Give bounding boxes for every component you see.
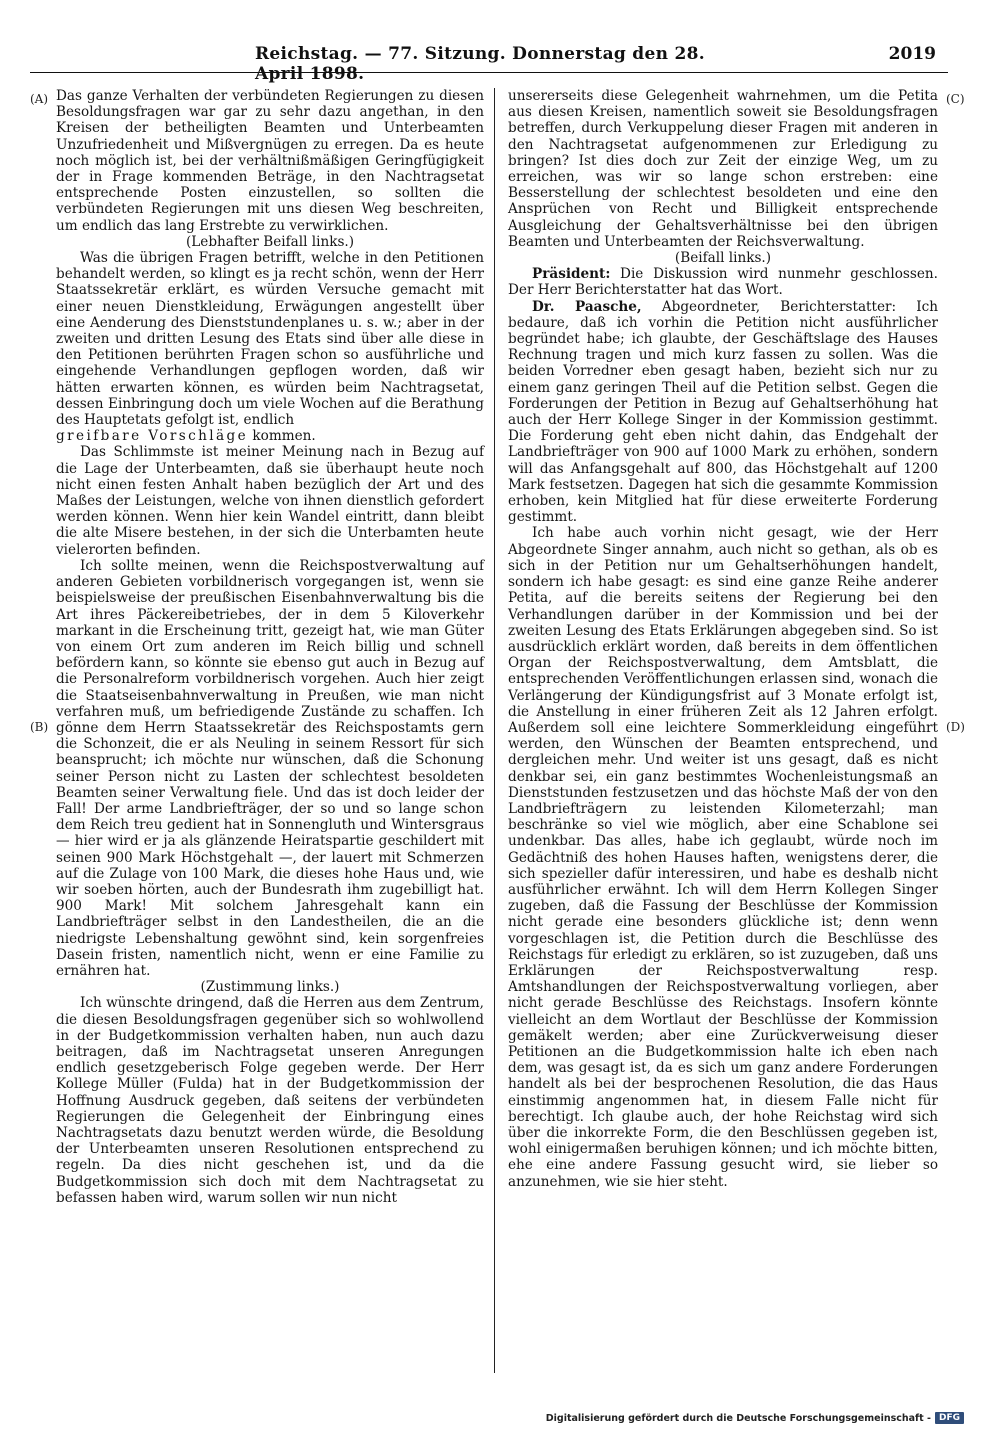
margin-mark-b: (B) [30,720,49,734]
column-divider [494,88,495,1373]
paragraph-end-line [56,428,484,444]
emphasis-spaced: greifbare Vorschläge [56,428,249,445]
paragraph: Ich habe auch vorhin nicht gesagt, wie der Herr Abgeordnete Singer annahm, auch nicht so gethan, als ob es sich in der Petition nur um Gehaltserhöhungen handelt, sondern ich habe gesagt: es sind eine ganze Reihe anderer Petita, auf die bereits seitens der Regierung bei den Verhandlungen darüber in der Kommission und bei der zweiten Lesung des Etats Erklärungen abgegeben sind. So ist ausdrücklich erklärt worden, daß bereits in dem öffentlichen Organ der Reichspostverwaltung, dem Amtsblatt, die entsprechenden Veröffentlichungen erlassen sind, wonach die Verlängerung der Kündigungsfrist auf 3 Monate erfolgt ist, die Anstellung in einer früheren Zeit als 12 Jahren erfolgt. Außerdem soll eine leichtere Sommerkleidung eingeführt werden, den Wünschen der Beamten entsprechend, und dergleichen mehr. Und weiter ist uns gesagt, daß es nicht denkbar sei, ein ganz bestimmtes Wochenleistungsmaß an Dienststunden festzusetzen und das höchste Maß der von den Landbriefträgern zu leistenden Kilometerzahl; man beschränke so viel wie möglich, aber eine Schablone sei undenkbar. Das alles, habe ich geglaubt, würde noch im Gedächtniß des hohen Hauses haften, wenigstens derer, die sich spezieller dafür interessiren, und habe es deshalb nicht ausführlicher erwähnt. Ich will dem Herrn Kollegen Singer zugeben, daß die Fassung der Beschlüsse der Kommission nicht gerade eine besonders glückliche ist; denn wenn vorgeschlagen ist, die Petition durch die Beschlüsse des Reichstags für erledigt zu erklären, so ist zuzugeben, daß uns Erklärungen der Reichspostverwaltung resp. Amtshandlungen der Reichspostverwaltung vorliegen, aber nicht gerade Beschlüsse des Reichstags. Insofern könnte vielleicht an dem Wortlaut der Beschlüsse der Kommission gemäkelt werden; aber eine Zurückverweisung dieser Petitionen an die Budgetkommission halte ich eben nach dem, was gesagt ist, da es sich um ganz andere Forderungen handelt als bei der besprochenen Resolution, die das Haus einstimmig angenommen hat, in diesem Falle nicht für berechtigt. Ich glaube auch, der hohe Reichstag wird sich über die inkorrekte Form, die den Beschlüssen gegeben ist, wohl einigermaßen beruhigen können; und ich möchte bitten, ehe eine andere Fassung gesucht wird, sie lieber so anzunehmen, wie sie hier steht. [508,525,938,1190]
running-head: Reichstag. — 77. Sitzung. Donnerstag den 28. April 1898. [255,44,705,84]
speaker-paragraph [508,299,938,526]
speaker-paragraph [508,266,938,298]
paragraph: Ich wünschte dringend, daß die Herren aus dem Zentrum, die diesen Besoldungsfragen gegenüber sich so wohlwollend in der Budgetkommission verhalten haben, nun auch dazu beitragen, daß im Nachtragsetat unseren Anregungen endlich gesetzgeberisch Folge gegeben werde. Der Herr Kollege Müller (Fulda) hat in der Budgetkommission der Hoffnung Ausdruck gegeben, daß seitens der verbündeten Regierungen die Gelegenheit der Einbringung eines Nachtragsetats dazu benutzt werden würde, die Besoldung der Unterbeamten unseren Resolutionen entsprechend zu regeln. Da dies nicht geschehen ist, und da die Budgetkommission sich doch mit dem Nachtragsetat zu befassen haben wird, warum sollen wir nun nicht [56,995,484,1206]
header-rule [30,72,948,73]
paragraph-continued: unsererseits diese Gelegenheit wahrnehmen, um die Petita aus diesen Kreisen, namentlich soweit sie Besoldungsfragen betreffen, durch Verkuppelung dieser Fragen mit anderen in den Nachtragsetat aufgenommenen zur Erledigung zu bringen? Ist dies doch zur Zeit der einzige Weg, um zu erreichen, was wir so lange schon erstreben: eine Besserstellung der schlechtest besoldeten und eine den Ansprüchen von Recht und Billigkeit entsprechende Ausgleichung der Gehaltsverhältnisse bei den übrigen Beamten und Unterbeamten der Reichsverwaltung. [508,88,938,250]
paragraph: Ich sollte meinen, wenn die Reichspostverwaltung auf anderen Gebieten vorbildnerisch vorgegangen ist, wenn sie beispielsweise der preußischen Eisenbahnverwaltung bis die Art ihres Päckereibetriebes, der in dem 5 Kiloverkehr markant in die Erscheinung tritt, gezeigt hat, wie man Güter von einem Ort zum anderen im Reich billig und schnell befördern kann, so könnte sie ebenso gut auch in Bezug auf die Personalreform vorbildnerisch vorgehen. Auch hier zeigt die Staatseisenbahnverwaltung in Preußen, wie man nicht verfahren muß, um befriedigende Zustände zu schaffen. Ich gönne dem Herrn Staatssekretär des Reichspostamts gern die Schonzeit, die er als Neuling in seinem Ressort für sich beansprucht; ich möchte nur wünschen, daß die Schonung seiner Person nicht zu Lasten der schlechtest besoldeten Beamten seiner Verwaltung fiele. Und das ist doch leider der Fall! Der arme Landbriefträger, der so und so lange schon dem Reich treu gedient hat in Sonnengluth und Wintersgraus — hier wird er ja als glänzende Heiratspartie geschildert mit seinen 900 Mark Höchstgehalt —, der lauert mit Schmerzen auf die Zulage von 100 Mark, die dieses hohe Haus und, wie wir soeben hörten, auch der Bundesrath ihm zugebilligt hat. 900 Mark! Mit solchem Jahresgehalt kann ein Landbriefträger selbst in den Landestheilen, die an die niedrigste Lebenshaltung gewöhnt sind, kein sorgenfreies Dasein fristen, namentlich nicht, wenn er eine Familie zu ernähren hat. [56,557,484,979]
dfg-logo: DFG [935,1412,964,1424]
footer-text: Digitalisierung gefördert durch die Deutsche Forschungsgemeinschaft - [545,1412,931,1424]
margin-mark-c: (C) [946,92,965,106]
margin-mark-a: (A) [30,92,49,106]
paragraph-text: Abgeordneter, Berichterstatter: Ich bedaure, daß ich vorhin die Petition nicht ausführlicher begründet habe; ich glaubte, der Geschäftslage des Hauses Rechnung tragen und mich kurz fassen zu sollen. Was die beiden Vorredner eben gesagt haben, bezieht sich nur zu einem ganz geringen Theil auf die Petition selbst. Gegen die Forderungen der Petition in Bezug auf Gehaltserhöhung hat auch der Herr Kollege Singer in der Kommission gestimmt. Die Forderung geht eben nicht dahin, das Endgehalt der Landbriefträger von 900 auf 1000 Mark zu erhöhen, sondern will das Anfangsgehalt auf 800, das Höchstgehalt auf 1200 Mark festsetzen. Dagegen hat sich die gesammte Kommission erhoben, kein Mitglied hat für diese erweiterte Forderung gestimmt. [508,298,938,526]
paragraph-continued: Das ganze Verhalten der verbündeten Regierungen zu diesen Besoldungsfragen war gar zu sehr dazu angethan, in den Kreisen der betheiligten Beamten und Unterbeamten Unzufriedenheit und Mißvergnügen zu erregen. Da es heute noch möglich ist, bei der verhältnißmäßigen Geringfügigkeit der in Frage kommenden Beträge, in den Nachtragsetat entsprechende Posten einzustellen, so sollten die verbündeten Regierungen mit uns diesen Weg beschreiten, um endlich das lang Erstrebte zu verwirklichen. [56,88,484,234]
interjection: (Beifall links.) [674,250,772,267]
right-column [508,88,938,1190]
page-number: 2019 [888,44,936,64]
margin-mark-d: (D) [946,720,965,734]
speaker-name: Präsident: [532,266,611,283]
interjection: (Lebhafter Beifall links.) [185,233,355,250]
paragraph-text: kommen. [248,428,316,445]
paragraph-text: Die Diskussion wird nunmehr geschlossen. Der Herr Berichterstatter hat das Wort. [508,266,938,299]
paragraph: Das Schlimmste ist meiner Meinung nach in Bezug auf die Lage der Unterbeamten, daß sie überhaupt heute noch nicht einen festen Anhalt haben bezüglich der Art und des Maßes der Leistungen, welche von ihnen dienstlich gefordert werden können. Wenn hier kein Wandel eintritt, dann bleibt die alte Misere bestehen, in der sich die Unterbamten heute vielerorten befinden. [56,444,484,558]
interjection: (Zustimmung links.) [200,979,340,996]
paragraph: Was die übrigen Fragen betrifft, welche in den Petitionen behandelt werden, so klingt es ja recht schön, wenn der Herr Staatssekretär erklärt, es würden Versuche gemacht mit einer neuen Dienstkleidung, Erwägungen angestellt über eine Aenderung des Dienststundenplanes u. s. w.; aber in der zweiten und dritten Lesung des Etats sind über alle diese in den Petitionen berührten Fragen schon so ausführliche und eingehende Verhandlungen gepflogen worden, daß wir hätten erwarten können, es würden beim Nachtragsetat, dessen Einbringung doch um viele Wochen auf die Berathung des Hauptetats gefolgt ist, endlich [56,250,484,429]
speaker-name: Dr. Paasche, [532,298,642,315]
digitization-footer [546,1412,964,1424]
left-column [56,88,484,1206]
